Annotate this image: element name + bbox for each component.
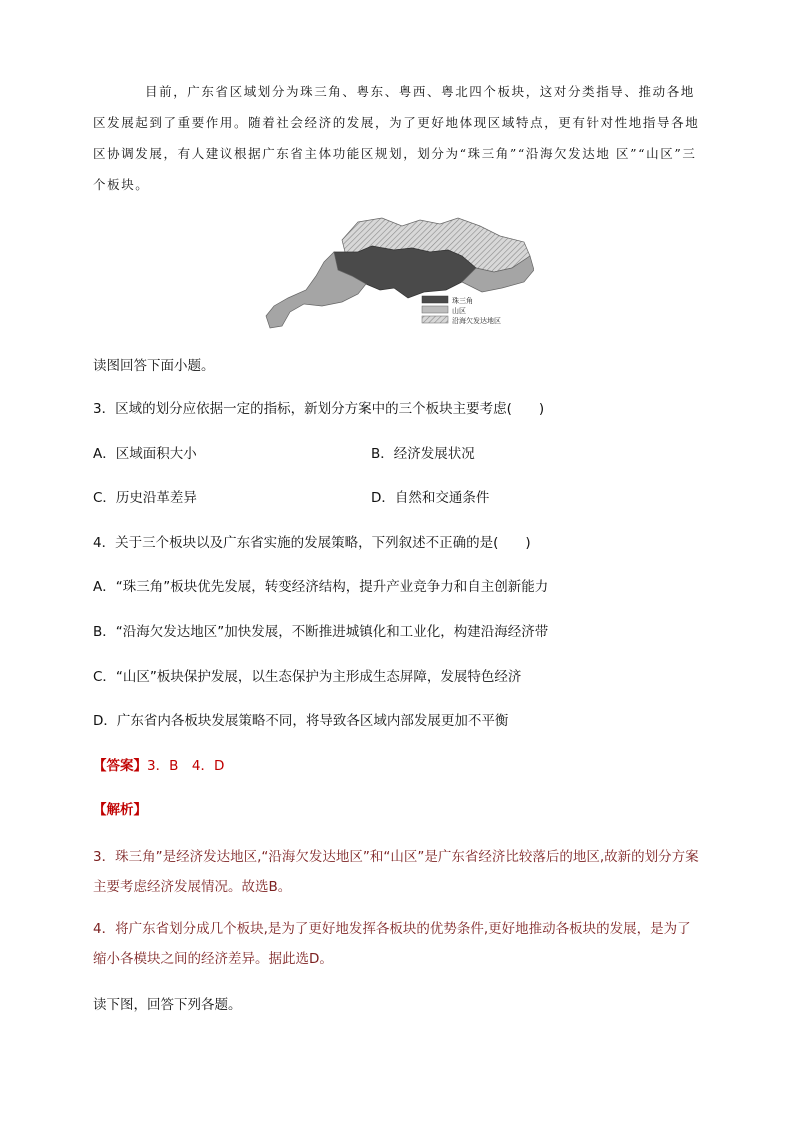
intro-paragraph xyxy=(93,76,703,200)
legend-swatch-coast xyxy=(422,316,448,323)
question-3-option-b: B．经济发展状况 xyxy=(371,446,475,462)
legend-swatch-mountain xyxy=(422,306,448,313)
question-3-option-a: A．区域面积大小 xyxy=(93,446,197,462)
legend-label-prd: 珠三角 xyxy=(452,297,473,305)
guangdong-region-map xyxy=(262,212,534,332)
question-3-stem: 3．区域的划分应依据一定的指标，新划分方案中的三个板块主要考虑( ) xyxy=(93,401,545,417)
answer-tag: 【答案】 xyxy=(93,758,147,774)
question-4-stem: 4．关于三个板块以及广东省实施的发展策略，下列叙述不正确的是( ) xyxy=(93,535,531,551)
legend-label-coast: 沿海欠发达地区 xyxy=(452,317,501,325)
question-4-option-a: A．“珠三角”板块优先发展，转变经济结构，提升产业竞争力和自主创新能力 xyxy=(93,579,549,595)
answer-line xyxy=(93,756,224,776)
legend-label-mountain: 山区 xyxy=(452,307,466,315)
explanation-4: 4．将广东省划分成几个板块,是为了更好地发挥各板块的优势条件,更好地推动各板块的发展，是为了缩小各模块之间的经济差异。据此选D。 xyxy=(93,921,691,967)
prompt-read-next-map: 读下图，回答下列各题。 xyxy=(93,997,242,1013)
legend-swatch-prd xyxy=(422,296,448,303)
question-3-option-c: C．历史沿革差异 xyxy=(93,490,197,506)
analysis-tag: 【解析】 xyxy=(93,802,147,818)
question-4-option-c: C．“山区”板块保护发展，以生态保护为主形成生态屏障，发展特色经济 xyxy=(93,669,522,685)
prompt-read-map: 读图回答下面小题。 xyxy=(93,358,215,374)
explanation-3: 3．珠三角”是经济发达地区,“沿海欠发达地区”和“山区”是广东省经济比较落后的地区,故新的划分方案主要考虑经济发展情况。故选B。 xyxy=(93,849,699,895)
answer-value: 3．B 4．D xyxy=(147,758,225,774)
intro-text: 目前，广东省区域划分为珠三角、粤东、粤西、粤北四个板块，这对分类指导、推动各地区发展起到了重要作用。随着社会经济的发展，为了更好地体现区域特点，更有针对性地指导各地区协调发展，有人建议根据广东省主体功能区规划，划分为“珠三角”“沿海欠发达地 区”“山区”三个板块。 xyxy=(93,84,700,192)
question-3-option-d: D．自然和交通条件 xyxy=(371,490,490,506)
question-4-option-d: D．广东省内各板块发展策略不同，将导致各区域内部发展更加不平衡 xyxy=(93,713,509,729)
question-4-option-b: B．“沿海欠发达地区”加快发展，不断推进城镇化和工业化，构建沿海经济带 xyxy=(93,624,549,640)
